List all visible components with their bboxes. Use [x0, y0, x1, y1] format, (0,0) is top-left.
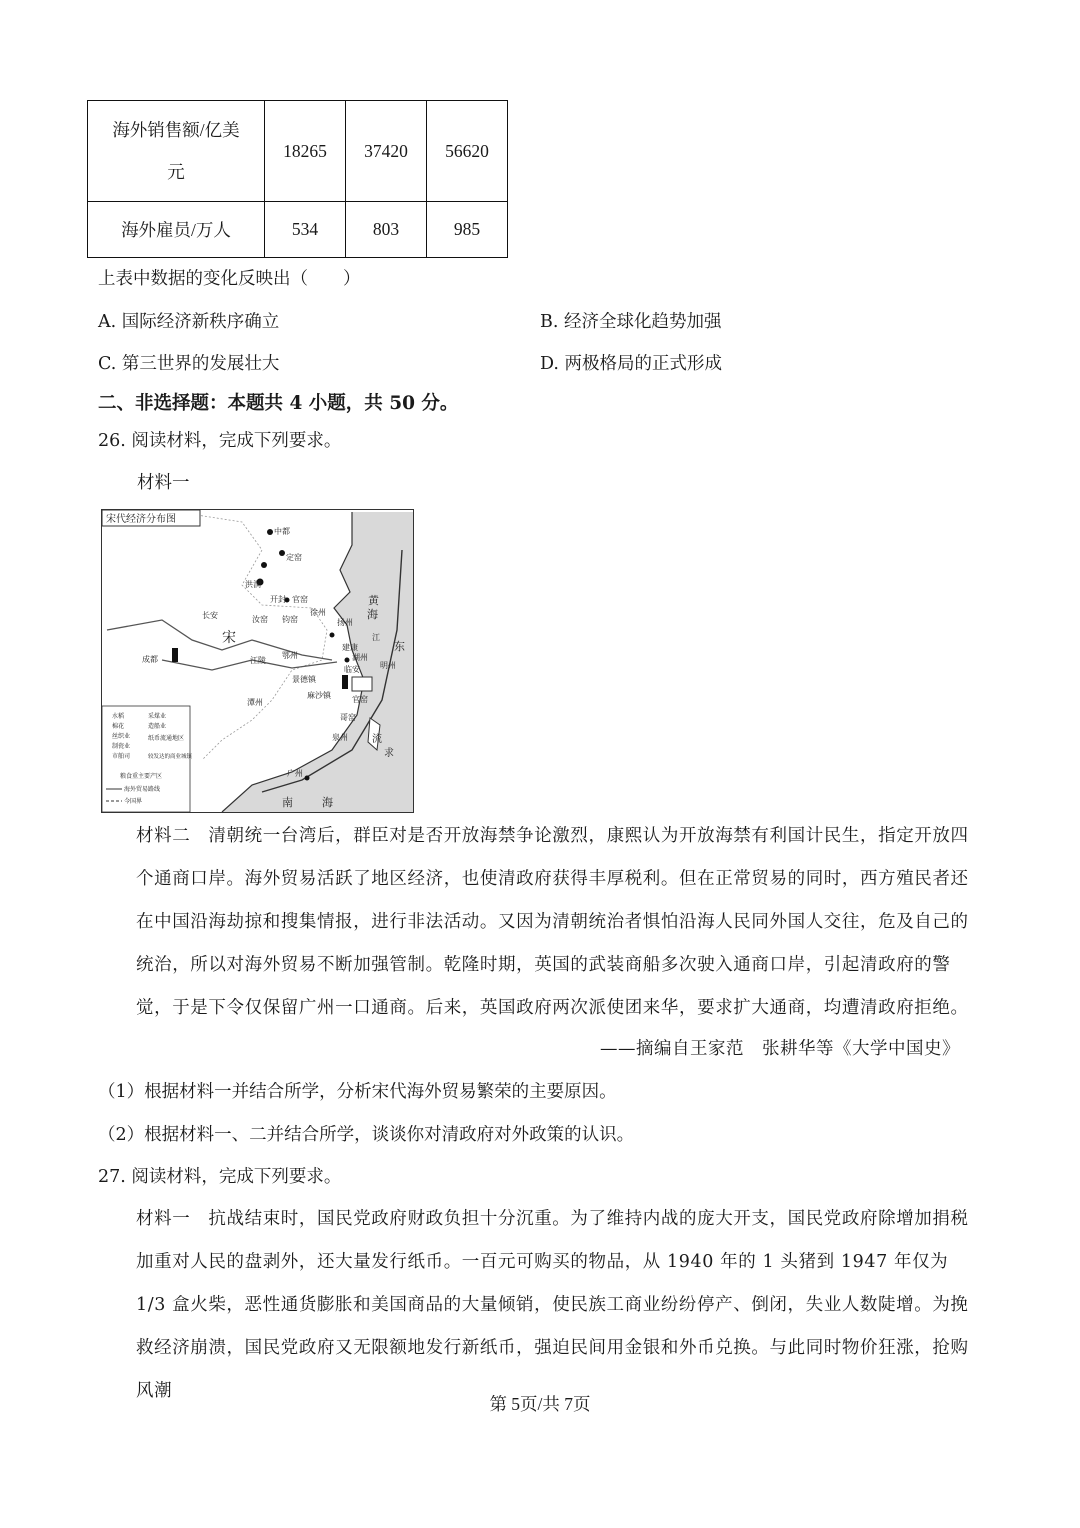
map-label: 湖州: [352, 653, 368, 662]
table-cell: 534: [265, 202, 346, 258]
sub-question-2: （2）根据材料一、二并结合所学，谈谈你对清政府对外政策的认识。: [98, 1125, 635, 1145]
map-label: 建康: [342, 643, 358, 652]
map-label: 海: [322, 796, 333, 809]
map-label: 明州: [380, 661, 396, 670]
option-b: B. 经济全球化趋势加强: [540, 312, 722, 332]
map-label: 汝窑: [252, 615, 268, 624]
legend-item: 制瓷业: [112, 743, 131, 750]
map-drawing: [102, 510, 413, 812]
map-label: 扬州: [337, 618, 353, 627]
q27-material-1-paragraph: [98, 1198, 978, 1413]
map-label: 泉州: [332, 733, 348, 742]
option-c: C. 第三世界的发展壮大: [98, 354, 280, 374]
question-stem: 上表中数据的变化反映出（ ）: [98, 269, 361, 289]
legend-item: 棉花: [112, 723, 125, 730]
map-marker: [261, 562, 267, 568]
song-economy-map: [101, 509, 414, 813]
map-label: 东: [394, 640, 405, 653]
map-label: 求: [384, 748, 394, 759]
table-row: [88, 101, 508, 202]
legend-item: 造船业: [148, 723, 167, 730]
map-marker: [279, 550, 285, 556]
q27-material-1-text: 材料一 抗战结束时，国民党政府财政负担十分沉重。为了维持内战的庞大开支，国民党政府除增加捐税加重对人民的盘剥外，还大量发行纸币。一百元可购买的物品，从 1940 年的 1 头猪到 1947 年仅为 1/3 盒火柴，恶性通货膨胀和美国商品的大量倾销，使民族工商业纷纷停产、倒闭，失业人数陡增。为挽救经济崩溃，国民党政府又无限额地发行新纸币，强迫民间用金银和外币兑换。与此同时物价狂涨，抢购风潮: [136, 1209, 969, 1401]
map-label: 官窑: [352, 695, 368, 704]
map-label: 开封: [270, 595, 286, 604]
map-label: 潭州: [247, 698, 263, 707]
question-27-intro: 27. 阅读材料，完成下列要求。: [98, 1167, 342, 1187]
map-label: 宋: [222, 630, 236, 646]
map-label: 鄂州: [282, 651, 298, 660]
question-26-intro: 26. 阅读材料，完成下列要求。: [98, 431, 342, 451]
map-label: 江: [372, 633, 380, 642]
map-label: 景德镇: [292, 675, 316, 684]
map-marker: [330, 633, 335, 638]
map-label: 哥窑: [340, 713, 356, 722]
table-cell-label: 海外雇员/万人: [88, 202, 265, 258]
map-title: 宋代经济分布图: [106, 514, 176, 525]
map-label: 成都: [142, 655, 158, 664]
legend-item: 丝织业: [112, 733, 131, 740]
map-label: 黄: [368, 594, 379, 607]
sub-question-1: （1）根据材料一并结合所学，分析宋代海外贸易繁荣的主要原因。: [98, 1082, 617, 1102]
table-cell-label: [88, 101, 265, 202]
material-label: 材料一: [137, 473, 190, 493]
river-line: [107, 620, 332, 660]
material-2-paragraph: [98, 815, 978, 1030]
map-label: 定窑: [286, 553, 302, 562]
legend-item: 粮食重主要产区: [120, 773, 163, 780]
border-line: [197, 515, 327, 760]
map-label: 中都: [274, 527, 290, 536]
map-label: 南: [282, 796, 293, 809]
map-marker: [352, 677, 372, 691]
option-a: A. 国际经济新秩序确立: [98, 312, 280, 332]
map-label: 官窑: [292, 595, 308, 604]
source-citation: ——摘编自王家范 张耕华等《大学中国史》: [600, 1039, 960, 1059]
legend-item: 市舶司: [112, 753, 131, 760]
map-label: 徐州: [310, 608, 326, 617]
map-label: 钧窑: [282, 615, 298, 624]
legend-item: 海外贸易路线: [124, 786, 161, 793]
map-marker: [342, 675, 348, 689]
section-heading: 二、非选择题：本题共 4 小题，共 50 分。: [98, 393, 459, 414]
legend-item: 今国界: [124, 798, 143, 805]
map-label: 长安: [202, 611, 218, 620]
legend-item: 采煤业: [148, 713, 167, 720]
table-cell: 18265: [265, 101, 346, 202]
page-footer: 第 5页/共 7页: [489, 1394, 591, 1414]
map-marker: [172, 648, 178, 662]
table-cell: 803: [346, 202, 427, 258]
table-cell: 56620: [427, 101, 508, 202]
table-cell: 37420: [346, 101, 427, 202]
legend-item: 纸币流通地区: [148, 735, 185, 742]
map-label: 临安: [344, 665, 360, 674]
map-label: 海: [367, 608, 378, 621]
material-2-text: 材料二 清朝统一台湾后，群臣对是否开放海禁争论激烈，康熙认为开放海禁有利国计民生，指定开放四个通商口岸。海外贸易活跃了地区经济，也使清政府获得丰厚税利。但在正常贸易的同时，西方殖民者还在中国沿海劫掠和搜集情报，进行非法活动。又因为清朝统治者惧怕沿海人民同外国人交往，危及自己的统治，所以对海外贸易不断加强管制。乾隆时期，英国的武装商船多次驶入通商口岸，引起清政府的警觉，于是下令仅保留广州一口通商。后来，英国政府两次派使团来华，要求扩大通商，均遭清政府拒绝。: [136, 826, 969, 1018]
row-label: 海外销售额/亿美元: [112, 120, 240, 182]
legend-item: 较发达的商业城镇: [148, 754, 193, 760]
map-marker: [267, 529, 273, 535]
data-table: [87, 100, 508, 258]
map-label: 江陵: [250, 656, 266, 665]
map-label: 广州: [287, 769, 303, 778]
table-row: [88, 202, 508, 258]
legend-item: 水稻: [112, 713, 125, 720]
map-label: 流: [372, 734, 382, 745]
map-marker: [305, 776, 310, 781]
table-cell: 985: [427, 202, 508, 258]
map-marker: [345, 658, 350, 663]
map-label: 洪洞: [245, 580, 261, 589]
option-d: D. 两极格局的正式形成: [540, 354, 723, 374]
map-label: 麻沙镇: [307, 691, 331, 700]
